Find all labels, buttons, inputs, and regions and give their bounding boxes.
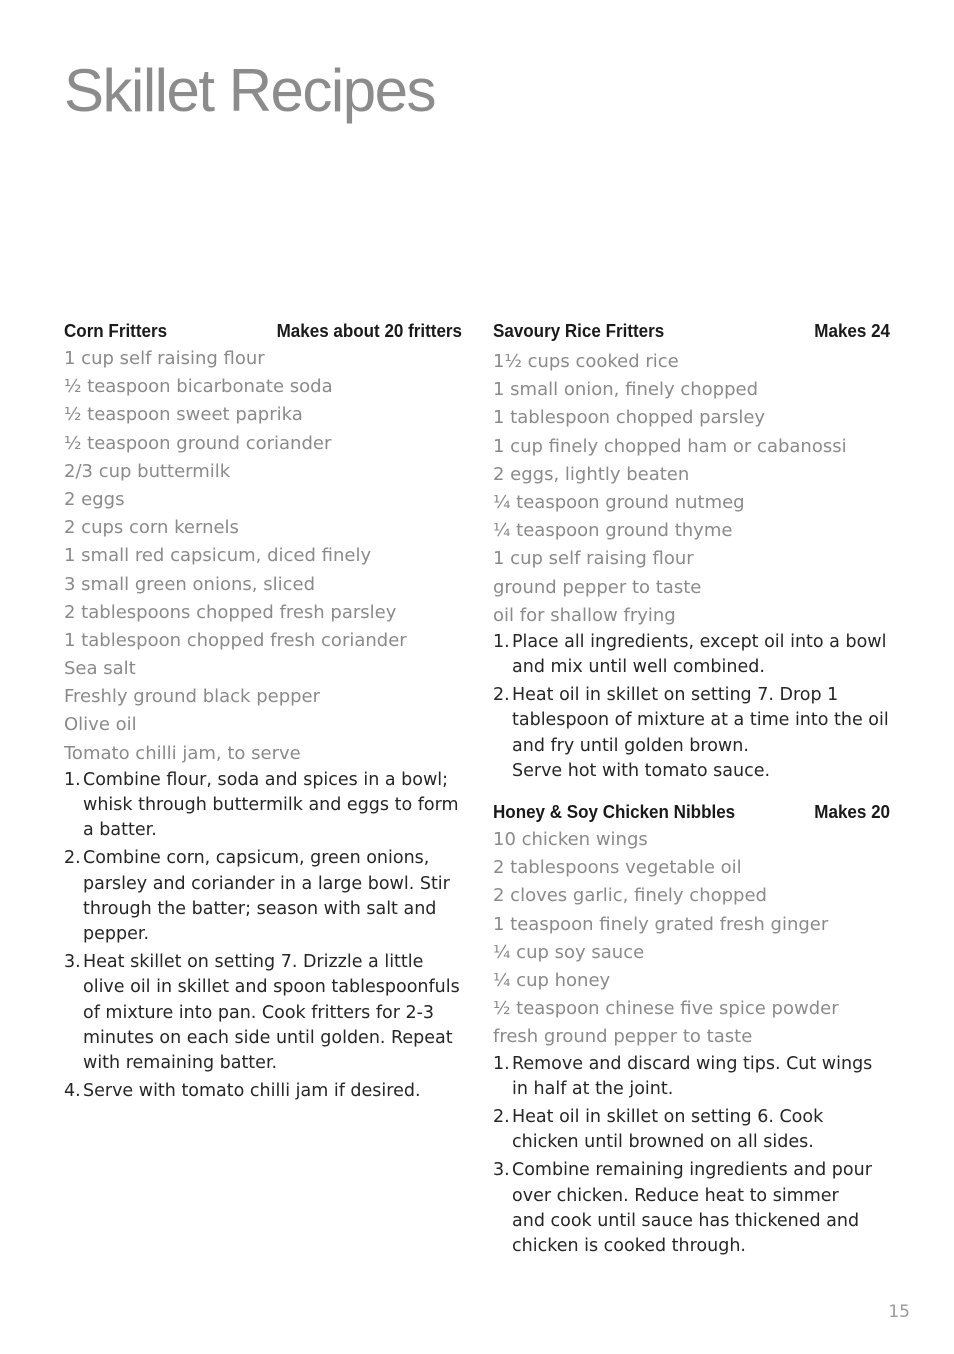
section-spacer bbox=[493, 787, 890, 799]
ingredient-item: 1 small onion, finely chopped bbox=[493, 379, 758, 401]
step-text: Serve with tomato chilli jam if desired. bbox=[83, 1081, 421, 1102]
ingredient-item: 2 eggs bbox=[64, 488, 125, 510]
step-text: Remove and discard wing tips. Cut wings in half at the joint. bbox=[512, 1053, 873, 1099]
ingredient-item: 2 tablespoons vegetable oil bbox=[493, 857, 742, 879]
method-step bbox=[493, 630, 890, 680]
method-step bbox=[64, 1079, 462, 1104]
ingredient-item: 1 teaspoon finely grated fresh ginger bbox=[493, 913, 829, 935]
ingredient-item: 2 tablespoons chopped fresh parsley bbox=[64, 601, 397, 623]
ingredient-item: ¼ cup honey bbox=[493, 970, 611, 992]
recipe-title: Corn Fritters bbox=[64, 320, 168, 341]
step-number: 1. bbox=[493, 1053, 510, 1074]
step-text: Combine remaining ingredients and pour over chicken. Reduce heat to simmer and cook until sauce has thickened and chicken is cooked through. bbox=[512, 1160, 872, 1257]
ingredient-item: Sea salt bbox=[64, 658, 136, 680]
ingredient-item: 1½ cups cooked rice bbox=[493, 351, 679, 372]
ingredient-list bbox=[493, 348, 890, 630]
method-step bbox=[64, 846, 462, 947]
method-step bbox=[64, 768, 462, 844]
step-text: Heat oil in skillet on setting 7. Drop 1 tablespoon of mixture at a time into the oil and fry until golden brown. Serve hot with tomato sauce. bbox=[512, 685, 889, 781]
method-step bbox=[493, 1158, 890, 1259]
recipe-yield: Makes about 20 fritters bbox=[276, 320, 463, 341]
ingredient-item: Tomato chilli jam, to serve bbox=[64, 742, 301, 764]
step-text: Heat skillet on setting 7. Drizzle a little olive oil in skillet and spoon tablespoonfuls of mixture into pan. Cook fritters for 2-3 minutes on each side until golden. Repeat with remaining batter. bbox=[83, 952, 460, 1074]
recipe-honey-soy-chicken-nibbles bbox=[493, 799, 890, 1259]
step-number: 3. bbox=[64, 952, 81, 973]
ingredient-item: 2 cloves garlic, finely chopped bbox=[493, 885, 767, 907]
ingredient-item: Freshly ground black pepper bbox=[64, 686, 321, 708]
recipe-yield: Makes 20 bbox=[814, 801, 891, 823]
ingredient-item: 1 tablespoon chopped fresh coriander bbox=[64, 629, 407, 651]
ingredient-item: 1 cup self raising flour bbox=[493, 548, 694, 570]
step-text: Place all ingredients, except oil into a bowl and mix until well combined. bbox=[512, 631, 887, 678]
ingredient-item: 1 cup finely chopped ham or cabanossi bbox=[493, 435, 847, 457]
step-text: Combine flour, soda and spices in a bowl; whisk through buttermilk and eggs to form a batter. bbox=[83, 769, 459, 841]
ingredient-item: 2 cups corn kernels bbox=[64, 517, 239, 539]
recipe-header bbox=[64, 318, 462, 344]
recipe-savoury-rice-fritters bbox=[493, 318, 890, 784]
recipe-header bbox=[493, 799, 890, 825]
method-steps bbox=[493, 630, 890, 784]
ingredient-item: ground pepper to taste bbox=[493, 576, 702, 598]
step-number: 2. bbox=[493, 685, 510, 706]
ingredient-item: 1 small red capsicum, diced finely bbox=[64, 545, 372, 567]
step-number: 1. bbox=[493, 631, 510, 652]
ingredient-item: 2 eggs, lightly beaten bbox=[493, 463, 690, 485]
step-number: 2. bbox=[493, 1107, 510, 1127]
ingredient-item: ¼ cup soy sauce bbox=[493, 941, 645, 963]
ingredient-item: ¼ teaspoon ground nutmeg bbox=[493, 491, 745, 513]
ingredient-item: 2/3 cup buttermilk bbox=[64, 460, 231, 482]
ingredient-list bbox=[64, 345, 462, 768]
ingredient-item: fresh ground pepper to taste bbox=[493, 1026, 753, 1048]
ingredient-item: ¼ teaspoon ground thyme bbox=[493, 520, 733, 542]
recipe-header bbox=[493, 318, 890, 344]
ingredient-list bbox=[493, 826, 890, 1052]
ingredient-item: ½ teaspoon sweet paprika bbox=[64, 404, 303, 426]
recipe-yield: Makes 24 bbox=[814, 320, 891, 341]
step-text: Combine corn, capsicum, green onions, parsley and coriander in a large bowl. Stir through the batter; season with salt and pepper. bbox=[83, 848, 450, 945]
ingredient-item: ½ teaspoon chinese five spice powder bbox=[493, 998, 839, 1020]
step-number: 3. bbox=[493, 1160, 510, 1181]
ingredient-item: ½ teaspoon bicarbonate soda bbox=[64, 376, 333, 398]
ingredient-item: ½ teaspoon ground coriander bbox=[64, 432, 332, 454]
page-title: Skillet Recipes bbox=[64, 57, 435, 124]
method-step bbox=[493, 1105, 890, 1155]
right-column bbox=[493, 318, 890, 1262]
ingredient-item: 3 small green onions, sliced bbox=[64, 573, 315, 595]
method-step bbox=[493, 1052, 890, 1102]
ingredient-item: 1 tablespoon chopped parsley bbox=[493, 407, 766, 429]
step-number: 4. bbox=[64, 1081, 81, 1102]
method-step bbox=[64, 950, 462, 1076]
method-steps bbox=[64, 768, 462, 1105]
left-column bbox=[64, 318, 462, 1107]
ingredient-item: oil for shallow frying bbox=[493, 604, 676, 626]
recipe-title: Honey & Soy Chicken Nibbles bbox=[493, 801, 736, 823]
step-number: 2. bbox=[64, 848, 81, 869]
recipe-corn-fritters bbox=[64, 318, 462, 1104]
ingredient-item: 1 cup self raising flour bbox=[64, 348, 265, 369]
method-steps bbox=[493, 1052, 890, 1260]
ingredient-item: Olive oil bbox=[64, 714, 137, 736]
ingredient-item: 10 chicken wings bbox=[493, 829, 648, 851]
step-text: Heat oil in skillet on setting 6. Cook chicken until browned on all sides. bbox=[512, 1107, 824, 1153]
page-number: 15 bbox=[888, 1302, 910, 1322]
step-number: 1. bbox=[64, 769, 81, 790]
recipe-title: Savoury Rice Fritters bbox=[493, 320, 665, 341]
method-step bbox=[493, 683, 890, 784]
